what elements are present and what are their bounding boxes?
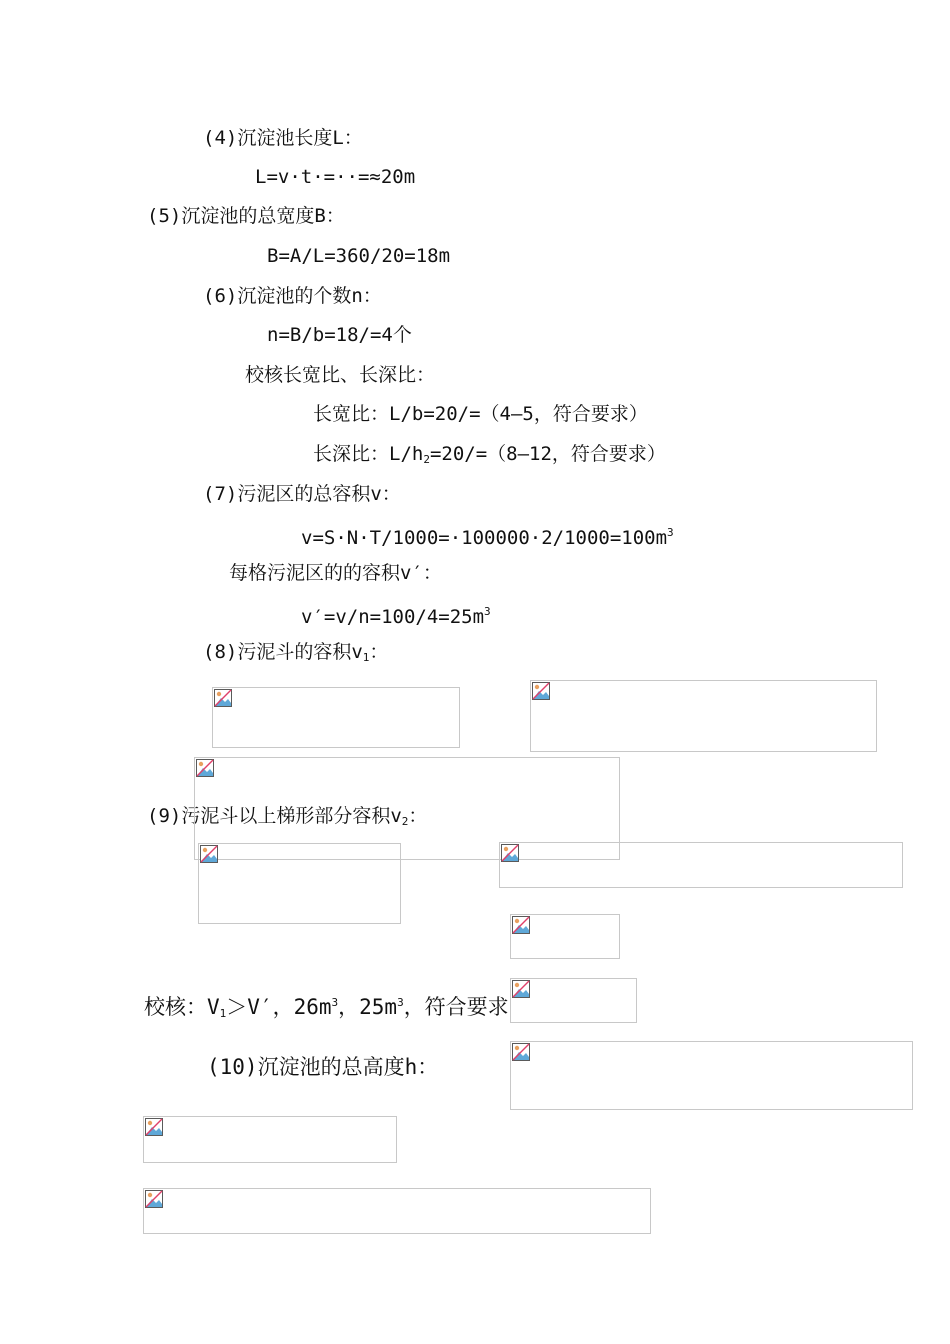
- broken-image-icon: [531, 681, 551, 701]
- broken-image-icon: [195, 758, 215, 778]
- broken-image-icon: [144, 1117, 164, 1137]
- section-4-formula: L=v·t·=··=≈20m: [255, 166, 416, 188]
- section-7-formula: $v=S\cdot N\cdot T/1000=\cdot 100000\cdot 2/1000=100m^3$: [301, 526, 674, 549]
- section-9-title: (9)污泥斗以上梯形部分容积$v_2$：: [147, 805, 428, 828]
- section-8-title: (8)污泥斗的容积$v_1$：: [203, 641, 389, 664]
- broken-image-icon: [511, 979, 531, 999]
- formula-image: [510, 914, 620, 959]
- formula-image: [143, 1116, 397, 1163]
- formula-image: [499, 842, 903, 888]
- section-5-formula: B=A/L=360/20=18m: [267, 245, 451, 267]
- ratio-length-depth: 长深比：$L/h_2=20/=(8—12$，符合要求）: [313, 443, 666, 466]
- check-ratio-title: 校核长宽比、长深比：: [245, 364, 436, 386]
- broken-image-icon: [213, 688, 233, 708]
- per-cell-formula: $v'=v/n=100/4=25m^3$: [301, 605, 491, 628]
- section-6-title: (6)沉淀池的个数n：: [203, 285, 382, 307]
- broken-image-icon: [500, 843, 520, 863]
- formula-image: [530, 680, 877, 752]
- formula-image: [143, 1188, 651, 1234]
- broken-image-icon: [144, 1189, 164, 1209]
- section-6-formula: n=B/b=18/=4个: [267, 324, 412, 346]
- broken-image-icon: [511, 915, 531, 935]
- formula-image: [198, 843, 401, 924]
- formula-image: [510, 1041, 913, 1110]
- section-4-title: (4)沉淀池长度L：: [203, 127, 363, 149]
- section-10-title: (10)沉淀池的总高度h：: [207, 1055, 439, 1079]
- broken-image-icon: [199, 844, 219, 864]
- section-7-title: (7)污泥区的总容积v：: [203, 483, 401, 505]
- per-cell-title: 每格污泥区的的容积v′：: [229, 562, 442, 584]
- broken-image-icon: [511, 1042, 531, 1062]
- formula-image: [510, 978, 637, 1023]
- formula-image: [212, 687, 460, 748]
- ratio-length-width: 长宽比：L/b=20/=（4—5，符合要求）: [313, 403, 648, 425]
- section-5-title: (5)沉淀池的总宽度B：: [147, 205, 345, 227]
- check-volume: 校核：$V_1>V'$，$26m^3$，$25m^3$，符合要求: [144, 995, 509, 1020]
